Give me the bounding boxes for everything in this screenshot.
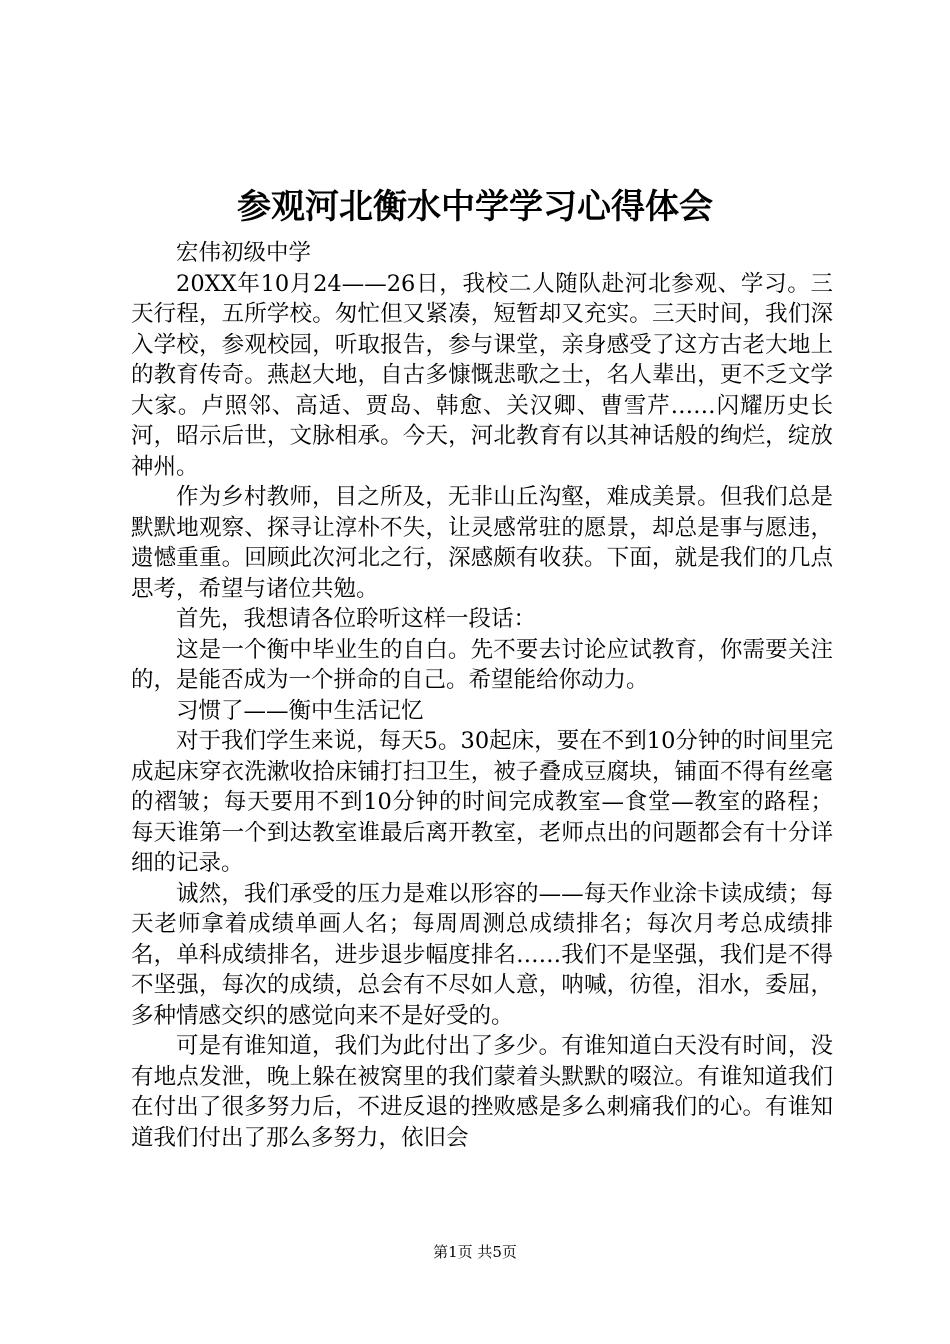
- document-body: [131, 238, 833, 1153]
- paragraph: 对于我们学生来说，每天5。30起床，要在不到10分钟的时间里完成起床穿衣洗漱收拾床铺打扫卫生，被子叠成豆腐块，铺面不得有丝毫的褶皱；每天要用不到10分钟的时间完成教室—食堂—教室的路程；每天谁第一个到达教室谁最后离开教室，老师点出的问题都会有十分详细的记录。: [131, 728, 833, 876]
- paragraph: 首先，我想请各位聆听这样一段话：: [176, 606, 537, 632]
- paragraph: 作为乡村教师，目之所及，无非山丘沟壑，难成美景。但我们总是默默地观察、探寻让淳朴不失，让灵感常驻的愿景，却总是事与愿违，遗憾重重。回顾此次河北之行，深感颇有收获。下面，就是我们的几点思考，希望与诸位共勉。: [131, 484, 833, 602]
- paragraph: 20XX年10月24——26日，我校二人随队赴河北参观、学习。三天行程，五所学校。匆忙但又紧凑，短暂却又充实。三天时间，我们深入学校，参观校园，听取报告，参与课堂，亲身感受了这方古老大地上的教育传奇。燕赵大地，自古多慷慨悲歌之士，名人辈出，更不乏文学大家。卢照邻、高适、贾岛、韩愈、关汉卿、曹雪芹……闪耀历史长河，昭示后世，文脉相承。今天，河北教育有以其神话般的绚烂，绽放神州。: [131, 270, 833, 480]
- section-heading: 习惯了——衡中生活记忆: [176, 697, 424, 724]
- paragraph: 这是一个衡中毕业生的自白。先不要去讨论应试教育，你需要关注的，是能否成为一个拼命的自己。希望能给你动力。: [131, 636, 833, 693]
- paragraph: 可是有谁知道，我们为此付出了多少。有谁知道白天没有时间，没有地点发泄，晚上躲在被窝里的我们蒙着头默默的啜泣。有谁知道我们在付出了很多努力后，不进反退的挫败感是多么刺痛我们的心。有谁知道我们付出了那么多努力，依旧会: [131, 1033, 833, 1151]
- author-line: 宏伟初级中学: [176, 240, 312, 266]
- paragraph: 诚然，我们承受的压力是难以形容的——每天作业涂卡读成绩；每天老师拿着成绩单画人名；每周周测总成绩排名；每次月考总成绩排名，单科成绩排名，进步退步幅度排名……我们不是坚强，我们是不得不坚强，每次的成绩，总会有不尽如人意，呐喊，彷徨，泪水，委屈，多种情感交织的感觉向来不是好受的。: [131, 880, 833, 1029]
- page-footer: 第1页 共5页: [433, 1243, 517, 1261]
- document-title: 参观河北衡水中学学习心得体会: [237, 187, 713, 227]
